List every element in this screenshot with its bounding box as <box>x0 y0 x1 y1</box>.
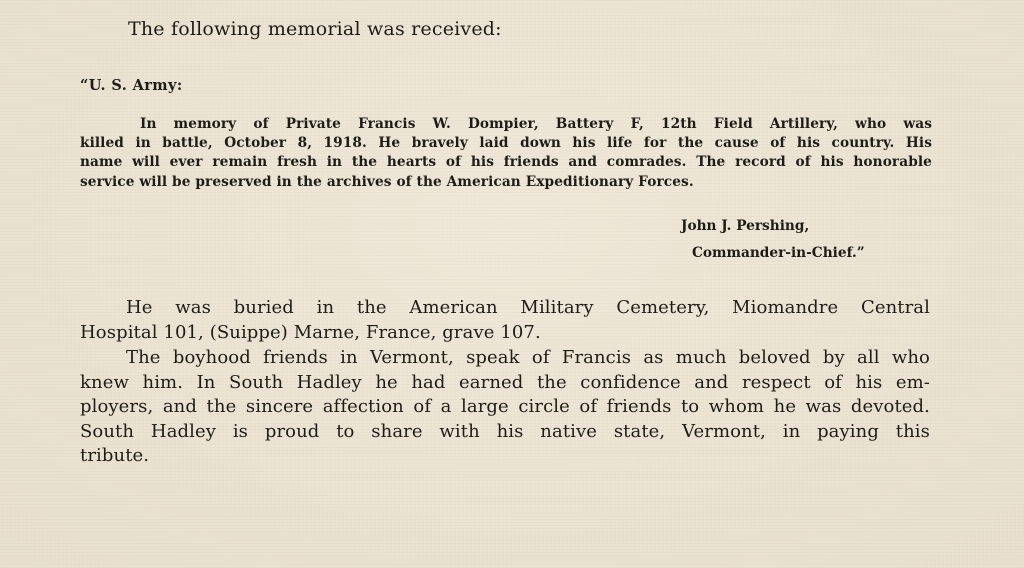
signature-name: John J. Pershing, <box>681 218 810 234</box>
memorial-salutation: “U. S. Army: <box>80 77 183 94</box>
paragraph-line: ployers, and the sincere affection of a large circle of friends to whom he was devoted. <box>80 396 930 417</box>
memorial-quote <box>80 115 932 192</box>
paragraph-line: South Hadley is proud to share with his native state, Vermont, in paying this <box>80 420 930 442</box>
paragraph-line: Hospital 101, (Suippe) Marne, France, grave 107. <box>80 321 541 343</box>
paragraph-line: He was buried in the American Military Cemetery, Miomandre Central <box>126 297 930 318</box>
signature-title: Commander-in-Chief.” <box>692 245 865 261</box>
tribute-paragraph <box>80 346 930 469</box>
memorial-heading: The following memorial was received: <box>128 18 502 40</box>
paragraph-line: knew him. In South Hadley he had earned the confidence and respect of his em- <box>80 371 930 393</box>
memorial-line: killed in battle, October 8, 1918. He bravely laid down his life for the cause of his country. His <box>80 135 932 152</box>
paragraph-line: tribute. <box>80 445 150 466</box>
memorial-line: name will ever remain fresh in the hearts of his friends and comrades. The record of his honorable <box>80 154 932 171</box>
burial-paragraph <box>80 296 930 345</box>
memorial-line: In memory of Private Francis W. Dompier, Battery F, 12th Field Artillery, who was <box>140 116 932 132</box>
paragraph-line: The boyhood friends in Vermont, speak of Francis as much beloved by all who <box>126 347 930 368</box>
memorial-line: service will be preserved in the archives of the American Expeditionary Forces. <box>80 173 694 190</box>
